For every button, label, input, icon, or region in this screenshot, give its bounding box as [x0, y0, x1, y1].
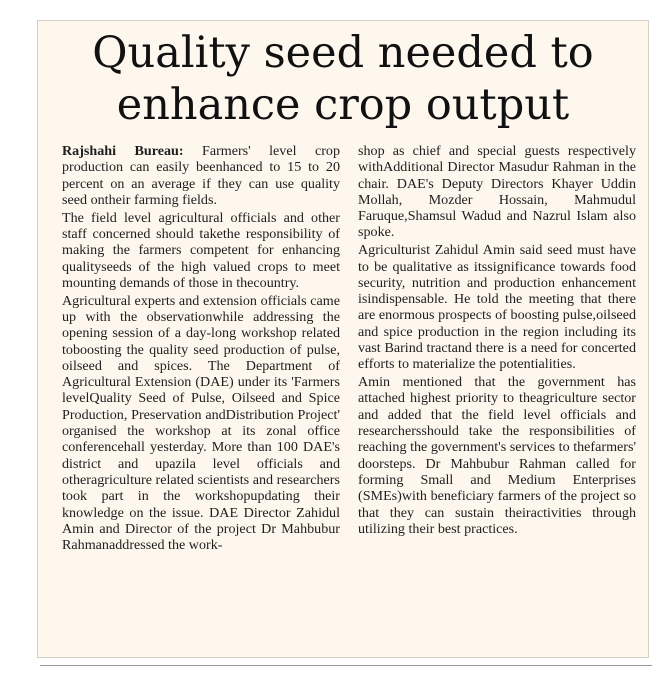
- paragraph: The field level agricultural officials and other staff concerned should takethe responsibility of making the farmers competent for enhancing qualityseeds of the high valued crops to meet mounting demands of those in thecountry.: [62, 209, 340, 291]
- paragraph: Agricultural experts and extension officials came up with the observationwhile addressing the opening session of a day-long workshop related toboosting the quality seed production of pulse, oilseed and spices. The Department of Agricultural Extension (DAE) under its 'Farmers levelQuality Seed of Pulse, Oilseed and Spice Production, Preservation andDistribution Project' organised the workshop at its zonal office conferencehall yesterday. More than 100 DAE's district and upazila level officials and otheragriculture related scientists and researchers took part in the workshopupdating their knowledge on the issue. DAE Director Zahidul Amin and Director of the project Dr Mahbubur Rahmanaddressed the work-: [62, 292, 340, 554]
- paragraph: Amin mentioned that the government has attached highest priority to theagriculture sector and added that the field level officials and researchersshould take the responsibilities of reaching the government's services to thefarmers' doorsteps. Dr Mahbubur Rahman called for forming Small and Medium Enterprises (SMEs)with beneficiary farmers of the project so that they can sustain theiractivities through utilizing their best practices.: [358, 374, 636, 537]
- bottom-divider: [40, 665, 652, 666]
- right-column: [358, 143, 636, 653]
- headline: [38, 27, 648, 131]
- paragraph: [62, 143, 340, 208]
- headline-line-1: Quality seed needed to: [92, 28, 594, 78]
- paragraph-text: Farmers' level crop production can easily beenhanced to 15 to 20 percent on an average if they can use quality seed ontheir farming fields.: [62, 143, 340, 208]
- article-body: [62, 143, 636, 653]
- headline-line-2: enhance crop output: [116, 80, 570, 130]
- left-column: [62, 143, 340, 653]
- paragraph: shop as chief and special guests respectively withAdditional Director Masudur Rahman in the chair. DAE's Deputy Directors Khayer Uddin Mollah, Mozder Hossain, Mahmudul Faruque,Shamsul Wadud and Nazrul Islam also spoke.: [358, 143, 636, 241]
- paragraph: Agriculturist Zahidul Amin said seed must have to be qualitative as itssignificance towards food security, nutrition and production enhancement isindispensable. He told the meeting that there are enormous prospects of boosting pulse,oilseed and spice production in the region including its vast Barind tractand there is a need for concerted efforts to materialize the potentialities.: [358, 242, 636, 373]
- byline: Rajshahi Bureau:: [62, 143, 184, 159]
